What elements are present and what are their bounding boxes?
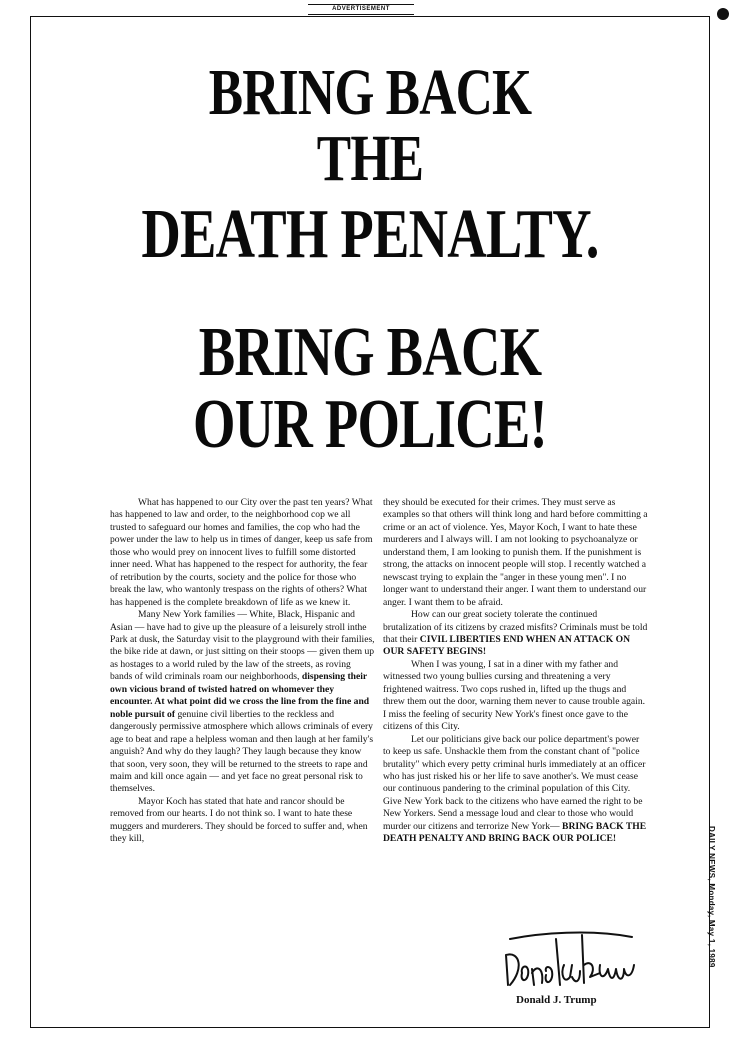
headline-line-2: THE — [316, 122, 424, 195]
left-text-column — [110, 497, 375, 846]
headline-line-3: DEATH PENALTY. — [141, 196, 599, 273]
right-paragraph-3: When I was young, I sat in a diner with my father and witnessed two young bullies cursing and threatening a very frightened waitress. Two cops rushed in, lifted up the thugs and threw them out the door, warning them never to cause trouble again. I miss the feeling of security New York's finest once gave to the citizens of this City. — [383, 658, 646, 733]
left-paragraph-2 — [110, 609, 375, 796]
left-paragraph-2-part-a: Many New York families — White, Black, Hispanic and Asian — have had to give up the pleasure of a leisurely stroll inthe Park at dusk, the Saturday visit to the playground with their families, the bike ride at dawn, or just sitting on their stoops — given them up as hostages to a world ruled by the law of the streets, as roving bands of wild criminals roam our neighborhoods, — [110, 609, 375, 683]
left-paragraph-3: Mayor Koch has stated that hate and rancor should be removed from our hearts. I do not think so. I want to hate these muggers and murderers. They should be forced to suffer and, when they kill, — [110, 795, 368, 845]
headline-line-4: BRING BACK — [198, 314, 542, 391]
corner-dot-mark — [717, 8, 729, 20]
left-paragraph-2-part-b: genuine civil liberties to the reckless and dangerously permissive atmosphere which allows criminals of every age to beat and rape a helpless woman and then laugh at her family's anguish? And why do they laugh? They laugh because they know that soon, very soon, they will be returned to the streets to rape and maim and kill once again — and yet face no great personal risk to themselves. — [110, 708, 374, 795]
right-paragraph-2-part-a: How can our great society tolerate the continued brutalization of its citizens by crazed misfits? Criminals must be told that their — [383, 609, 648, 645]
left-paragraph-2-bold: dispensing their own vicious brand of twisted hatred on whomever they encounter. At what point did we cross the line from the fine and noble pursuit of — [110, 671, 370, 720]
right-text-column — [383, 497, 648, 846]
right-paragraph-4-part-a: Let our politicians give back our police department's power to keep us safe. Unshackle them from the constant chant of "police brutality" which every petty criminal hurls immediately at an officer who has just risked his or her life to save another's. We must cease our continuous pandering to the criminal population of this City. Give New York back to the citizens who have earned the right to be New Yorkers. Send a message loud and clear to those who would murder our citizens and terrorize New York— — [383, 733, 646, 832]
right-paragraph-2-caps: CIVIL LIBERTIES END WHEN AN ATTACK ON OUR SAFETY BEGINS! — [383, 633, 631, 658]
right-paragraph-2 — [383, 609, 648, 659]
headline-line-1: BRING BACK — [208, 56, 532, 129]
headline-line-5: OUR POLICE! — [193, 386, 547, 463]
right-paragraph-4-caps: BRING BACK THE DEATH PENALTY AND BRING BACK OUR POLICE! — [383, 820, 647, 845]
right-paragraph-4 — [383, 734, 648, 846]
newspaper-date-caption: DAILY NEWS, Monday, May 1, 1989 — [707, 826, 716, 968]
signer-name: Donald J. Trump — [516, 994, 597, 1006]
advertisement-label: ADVERTISEMENT — [308, 4, 414, 15]
right-paragraph-1: they should be executed for their crimes. They must serve as examples so that others will think long and hard before committing a crime or an act of violence. Yes, Mayor Koch, I want to hate these murderers and I always will. I am not looking to psychoanalyze or understand them, I am looking to punish them. If the punishment is strong, the attacks on innocent people will stop. I recently watched a newscast trying to explain the "anger in these young men". I no longer want to understand their anger. I want them to understand our anger. I want them to be afraid. — [383, 497, 648, 608]
left-paragraph-1: What has happened to our City over the past ten years? What has happened to law and order, to the neighborhood cop we all trusted to safeguard our homes and families, the cop who had the power under the law to help us in times of danger, keep us safe from those who would prey on innocent lives to fulfill some distorted inner need. What has happened to the respect for authority, the fear of retribution by the courts, society and the police for those who break the law, who wantonly trespass on the rights of others? What has happened is the complete breakdown of life as we knew it. — [110, 497, 373, 608]
handwritten-signature — [500, 925, 640, 995]
